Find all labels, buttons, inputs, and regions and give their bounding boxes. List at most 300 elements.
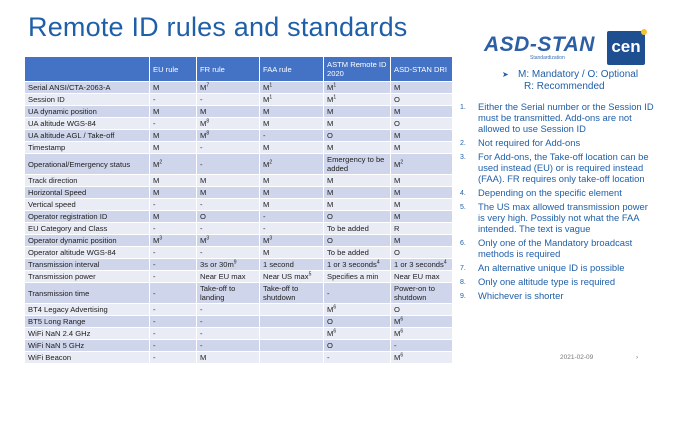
cell-value: M (327, 119, 334, 128)
footnote-ref: 9 (233, 259, 237, 266)
table-cell (260, 304, 324, 316)
cell-value: M (327, 176, 334, 185)
cell-value: - (200, 341, 203, 350)
footer-page-marker: › (636, 354, 639, 361)
footnote-text: The US max allowed transmission power is very high. Possibly not what the FAA intended. The text is vague (478, 201, 648, 234)
table-cell (260, 247, 324, 259)
cell-value: - (153, 95, 156, 104)
cell-value: Take-off to shutdown (263, 284, 299, 302)
table-row (25, 235, 453, 247)
cell-value: Near EU max (394, 272, 440, 281)
row-feature: WiFi NaN 5 GHz (25, 340, 150, 352)
table-cell (150, 304, 197, 316)
cell-value: - (153, 341, 156, 350)
cell-value: - (200, 95, 203, 104)
row-feature: Session ID (25, 94, 150, 106)
footnote-ref: 8 (206, 118, 210, 125)
table-cell (150, 118, 197, 130)
table-cell (260, 259, 324, 271)
row-feature: WiFi Beacon (25, 352, 150, 364)
row-feature: UA altitude AGL / Take-off (25, 130, 150, 142)
cell-value: M (263, 248, 270, 257)
table-cell (197, 187, 260, 199)
footnote-number: 7. (460, 265, 466, 272)
table-cell (197, 316, 260, 328)
table-cell (197, 304, 260, 316)
table-cell (150, 259, 197, 271)
cell-value: M (263, 143, 270, 152)
cell-value: M (263, 83, 270, 92)
table-cell (150, 340, 197, 352)
cell-value: M (200, 131, 207, 140)
cell-value: M (200, 83, 207, 92)
table-cell (150, 235, 197, 247)
row-feature: BT5 Long Range (25, 316, 150, 328)
table-cell (324, 154, 391, 175)
table-cell (391, 283, 453, 304)
cell-value: M (153, 83, 160, 92)
cell-value: - (153, 288, 156, 298)
table-cell (324, 271, 391, 283)
header-fr: FR rule (197, 57, 260, 82)
table-cell (391, 142, 453, 154)
cell-value: M (327, 143, 334, 152)
cell-value: M (327, 107, 334, 116)
table-cell (324, 328, 391, 340)
table-cell (260, 106, 324, 118)
cell-value: - (263, 212, 266, 221)
table-row (25, 352, 453, 364)
table-cell (197, 328, 260, 340)
cell-value: - (200, 200, 203, 209)
table-cell (324, 223, 391, 235)
table-cell (391, 328, 453, 340)
footnote-number: 2. (460, 140, 466, 147)
cen-logo (607, 31, 645, 65)
row-feature: Vertical speed (25, 199, 150, 211)
table-cell (150, 352, 197, 364)
cell-value: Near EU max (200, 272, 246, 281)
header-faa: FAA rule (260, 57, 324, 82)
footnote-ref: 4 (443, 259, 447, 266)
row-feature: Operator dynamic position (25, 235, 150, 247)
cell-value: M (153, 188, 160, 197)
table-cell (150, 142, 197, 154)
table-cell (197, 142, 260, 154)
footnote-ref: 1 (333, 82, 337, 89)
footnote-item (456, 276, 656, 287)
table-cell (197, 352, 260, 364)
table-cell (197, 247, 260, 259)
footnote-item (456, 137, 656, 148)
table-row (25, 247, 453, 259)
table-cell (197, 106, 260, 118)
legend-line-1: M: Mandatory / O: Optional (518, 69, 639, 80)
cell-value: M (394, 236, 401, 245)
table-cell (150, 247, 197, 259)
footnote-text: Not required for Add-ons (478, 137, 581, 148)
footnote-item (456, 201, 656, 234)
asd-stan-logo (484, 33, 602, 63)
cell-value: - (200, 159, 203, 169)
table-cell (150, 94, 197, 106)
table-cell (197, 199, 260, 211)
table-cell (197, 271, 260, 283)
cell-value: Near US max (263, 272, 309, 281)
cell-value: M (263, 159, 270, 169)
table-cell (391, 82, 453, 94)
table-cell (324, 118, 391, 130)
table-cell (391, 130, 453, 142)
table-cell (260, 130, 324, 142)
cell-value: - (153, 119, 156, 128)
cell-value: M (200, 188, 207, 197)
cell-value: M (153, 212, 160, 221)
footnote-item (456, 151, 656, 184)
cell-value: M (153, 131, 160, 140)
table-cell (391, 223, 453, 235)
table-cell (324, 235, 391, 247)
cell-value: M (263, 95, 270, 104)
cell-value: - (200, 329, 203, 338)
cen-logo-dot-icon (641, 29, 647, 35)
table-row (25, 316, 453, 328)
table-row (25, 211, 453, 223)
table-cell (260, 118, 324, 130)
cell-value: M (200, 107, 207, 116)
table-cell (324, 283, 391, 304)
table-cell (260, 211, 324, 223)
cell-value: Specifies a min (327, 272, 379, 281)
footnote-item (456, 101, 656, 134)
cell-value: - (153, 248, 156, 257)
row-feature: Transmission time (25, 283, 150, 304)
table-row (25, 340, 453, 352)
cell-value: O (394, 305, 400, 314)
cell-value: - (263, 131, 266, 140)
cell-value: To be added (327, 248, 369, 257)
cell-value: M (394, 107, 401, 116)
footnote-text: Only one of the Mandatory broadcast methods is required (478, 237, 633, 259)
table-cell (324, 94, 391, 106)
table-cell (150, 154, 197, 175)
row-feature: Horizontal Speed (25, 187, 150, 199)
cell-value: O (327, 236, 333, 245)
footnote-number: 4. (460, 190, 466, 197)
table-row (25, 328, 453, 340)
table-row (25, 130, 453, 142)
row-feature: UA altitude WGS-84 (25, 118, 150, 130)
table-cell (260, 142, 324, 154)
cell-value: O (327, 317, 333, 326)
table-cell (260, 271, 324, 283)
table-cell (197, 175, 260, 187)
footnote-number: 9. (460, 293, 466, 300)
header-asd-stan: ASD-STAN DRI (391, 57, 453, 82)
row-feature: UA dynamic position (25, 106, 150, 118)
cell-value: 3s or 30m (200, 260, 234, 269)
cell-value: M (327, 200, 334, 209)
footnote-text: Whichever is shorter (478, 290, 564, 301)
table-cell (391, 340, 453, 352)
table-cell (150, 316, 197, 328)
table-cell (260, 328, 324, 340)
table-row (25, 271, 453, 283)
footnotes-list (456, 101, 656, 304)
table-cell (324, 316, 391, 328)
cell-value: M (263, 119, 270, 128)
table-row (25, 94, 453, 106)
footnote-item (456, 262, 656, 273)
table-header-row (25, 57, 453, 82)
table-row (25, 106, 453, 118)
footnote-ref: 6 (400, 328, 404, 335)
cell-value: M (394, 200, 401, 209)
table-row (25, 142, 453, 154)
table-cell (324, 259, 391, 271)
table-cell (391, 211, 453, 223)
slide-title: Remote ID rules and standards (28, 12, 408, 42)
footnote-ref: 3 (206, 235, 210, 242)
cell-value: M (153, 143, 160, 152)
table-cell (197, 82, 260, 94)
table-cell (324, 130, 391, 142)
cell-value: M (200, 353, 207, 362)
header-eu: EU rule (150, 57, 197, 82)
table-cell (324, 304, 391, 316)
table-cell (260, 235, 324, 247)
cell-value: Power-on to shutdown (394, 284, 435, 302)
table-row (25, 82, 453, 94)
table-cell (197, 283, 260, 304)
cell-value: M (263, 200, 270, 209)
table-cell (260, 154, 324, 175)
table-cell (324, 199, 391, 211)
row-feature: Serial ANSI/CTA-2063-A (25, 82, 150, 94)
footnote-item (456, 290, 656, 301)
footnote-item (456, 237, 656, 259)
cell-value: M (394, 159, 401, 169)
table-cell (150, 223, 197, 235)
cell-value: M (394, 176, 401, 185)
cell-value: - (153, 317, 156, 326)
table-cell (391, 118, 453, 130)
cell-value: M (263, 188, 270, 197)
cell-value: M (394, 83, 401, 92)
table-cell (260, 340, 324, 352)
table-cell (324, 211, 391, 223)
footnote-ref: 5 (308, 271, 312, 278)
footnote-ref: 1 (269, 82, 273, 89)
table-cell (197, 235, 260, 247)
cell-value: O (200, 212, 206, 221)
table-cell (391, 187, 453, 199)
footnote-number: 6. (460, 240, 466, 247)
cell-value: M (394, 188, 401, 197)
table-cell (391, 316, 453, 328)
table-cell (391, 106, 453, 118)
cell-value: M (263, 236, 270, 245)
cell-value: - (327, 353, 330, 362)
table-cell (324, 82, 391, 94)
cell-value: O (394, 248, 400, 257)
table-cell (391, 304, 453, 316)
table-cell (324, 142, 391, 154)
footer-date: 2021-02-09 (560, 354, 594, 361)
table-row (25, 283, 453, 304)
footnote-ref: 3 (159, 235, 163, 242)
table-cell (391, 247, 453, 259)
table-cell (324, 106, 391, 118)
legend-line-2: R: Recommended (524, 81, 605, 92)
cell-value: - (153, 329, 156, 338)
header-astm: ASTM Remote ID 2020 (324, 57, 391, 82)
row-feature: Track direction (25, 175, 150, 187)
cell-value: O (327, 131, 333, 140)
cell-value: - (200, 143, 203, 152)
table-cell (260, 187, 324, 199)
table-row (25, 187, 453, 199)
table-cell (391, 199, 453, 211)
cell-value: M (394, 143, 401, 152)
footnote-item (456, 187, 656, 198)
footnote-ref: 2 (159, 158, 163, 165)
cell-value: M (327, 329, 334, 338)
table-cell (150, 328, 197, 340)
table-cell (150, 271, 197, 283)
asd-stan-tagline: Standardization (530, 55, 565, 61)
cell-value: M (200, 119, 207, 128)
cell-value: - (200, 224, 203, 233)
rules-table (24, 56, 453, 364)
table-body (25, 82, 453, 364)
cell-value: M (394, 317, 401, 326)
table-cell (391, 352, 453, 364)
cell-value: M (200, 176, 207, 185)
table-cell (260, 283, 324, 304)
cell-value: M (394, 212, 401, 221)
footnote-ref: 1 (269, 94, 273, 101)
row-feature: Transmission interval (25, 259, 150, 271)
table-cell (197, 340, 260, 352)
cell-value: Emergency to be added (327, 155, 385, 173)
table-cell (150, 283, 197, 304)
footnote-number: 1. (460, 104, 466, 111)
footnote-text: Either the Serial number or the Session ID must be transmitted. Add-ons are not allowed to use Session ID (478, 101, 654, 134)
cell-value: O (394, 95, 400, 104)
table-cell (150, 106, 197, 118)
cell-value: M (153, 236, 160, 245)
row-feature: Operational/Emergency status (25, 154, 150, 175)
footnote-number: 3. (460, 154, 466, 161)
table-cell (260, 82, 324, 94)
row-feature: Timestamp (25, 142, 150, 154)
table-cell (197, 130, 260, 142)
table-cell (197, 259, 260, 271)
table-cell (197, 94, 260, 106)
cell-value: - (200, 305, 203, 314)
row-feature: Operator registration ID (25, 211, 150, 223)
cell-value: O (327, 212, 333, 221)
cell-value: 1 or 3 seconds (394, 260, 444, 269)
row-feature: WiFi NaN 2.4 GHz (25, 328, 150, 340)
table-cell (260, 316, 324, 328)
table-cell (260, 223, 324, 235)
table-row (25, 118, 453, 130)
table-cell (260, 94, 324, 106)
cell-value: 1 second (263, 260, 294, 269)
cell-value: - (153, 305, 156, 314)
table-row (25, 175, 453, 187)
cell-value: - (394, 341, 397, 350)
cell-value: Take-off to landing (200, 284, 236, 302)
table-cell (391, 154, 453, 175)
table-cell (391, 259, 453, 271)
cell-value: - (153, 200, 156, 209)
table-cell (197, 154, 260, 175)
table-cell (260, 352, 324, 364)
cell-value: M (394, 353, 401, 362)
cell-value: R (394, 224, 400, 233)
table-row (25, 199, 453, 211)
cell-value: M (153, 159, 160, 169)
cell-value: - (200, 248, 203, 257)
cell-value: M (263, 176, 270, 185)
table-cell (260, 199, 324, 211)
cell-value: - (200, 317, 203, 326)
table-cell (150, 187, 197, 199)
cell-value: M (263, 107, 270, 116)
table-cell (150, 211, 197, 223)
row-feature: Operator altitude WGS-84 (25, 247, 150, 259)
asd-stan-brand: ASD-STAN (484, 33, 595, 56)
table-cell (197, 211, 260, 223)
cell-value: 1 or 3 seconds (327, 260, 377, 269)
table-cell (324, 247, 391, 259)
cell-value: M (327, 95, 334, 104)
cell-value: O (327, 341, 333, 350)
table-cell (391, 271, 453, 283)
cell-value: M (153, 107, 160, 116)
cell-value: O (394, 119, 400, 128)
cell-value: M (327, 83, 334, 92)
cell-value: M (394, 131, 401, 140)
row-feature: BT4 Legacy Advertising (25, 304, 150, 316)
footnote-number: 5. (460, 204, 466, 211)
footnote-ref: 3 (269, 235, 273, 242)
cell-value: - (153, 260, 156, 269)
footnote-ref: 7 (206, 82, 210, 89)
row-feature: Transmission power (25, 271, 150, 283)
table-cell (150, 199, 197, 211)
table-cell (324, 340, 391, 352)
footnote-ref: 6 (400, 316, 404, 323)
cell-value: - (153, 224, 156, 233)
table-cell (150, 82, 197, 94)
footnote-ref: 4 (376, 259, 380, 266)
footnote-ref: 2 (400, 158, 404, 165)
table-cell (324, 175, 391, 187)
table-row (25, 259, 453, 271)
cell-value: - (153, 353, 156, 362)
footnote-ref: 2 (269, 158, 273, 165)
table-cell (150, 175, 197, 187)
row-feature: EU Category and Class (25, 223, 150, 235)
cell-value: - (327, 288, 330, 298)
cell-value: M (153, 176, 160, 185)
cen-logo-text: cen (611, 37, 641, 56)
cell-value: M (327, 305, 334, 314)
